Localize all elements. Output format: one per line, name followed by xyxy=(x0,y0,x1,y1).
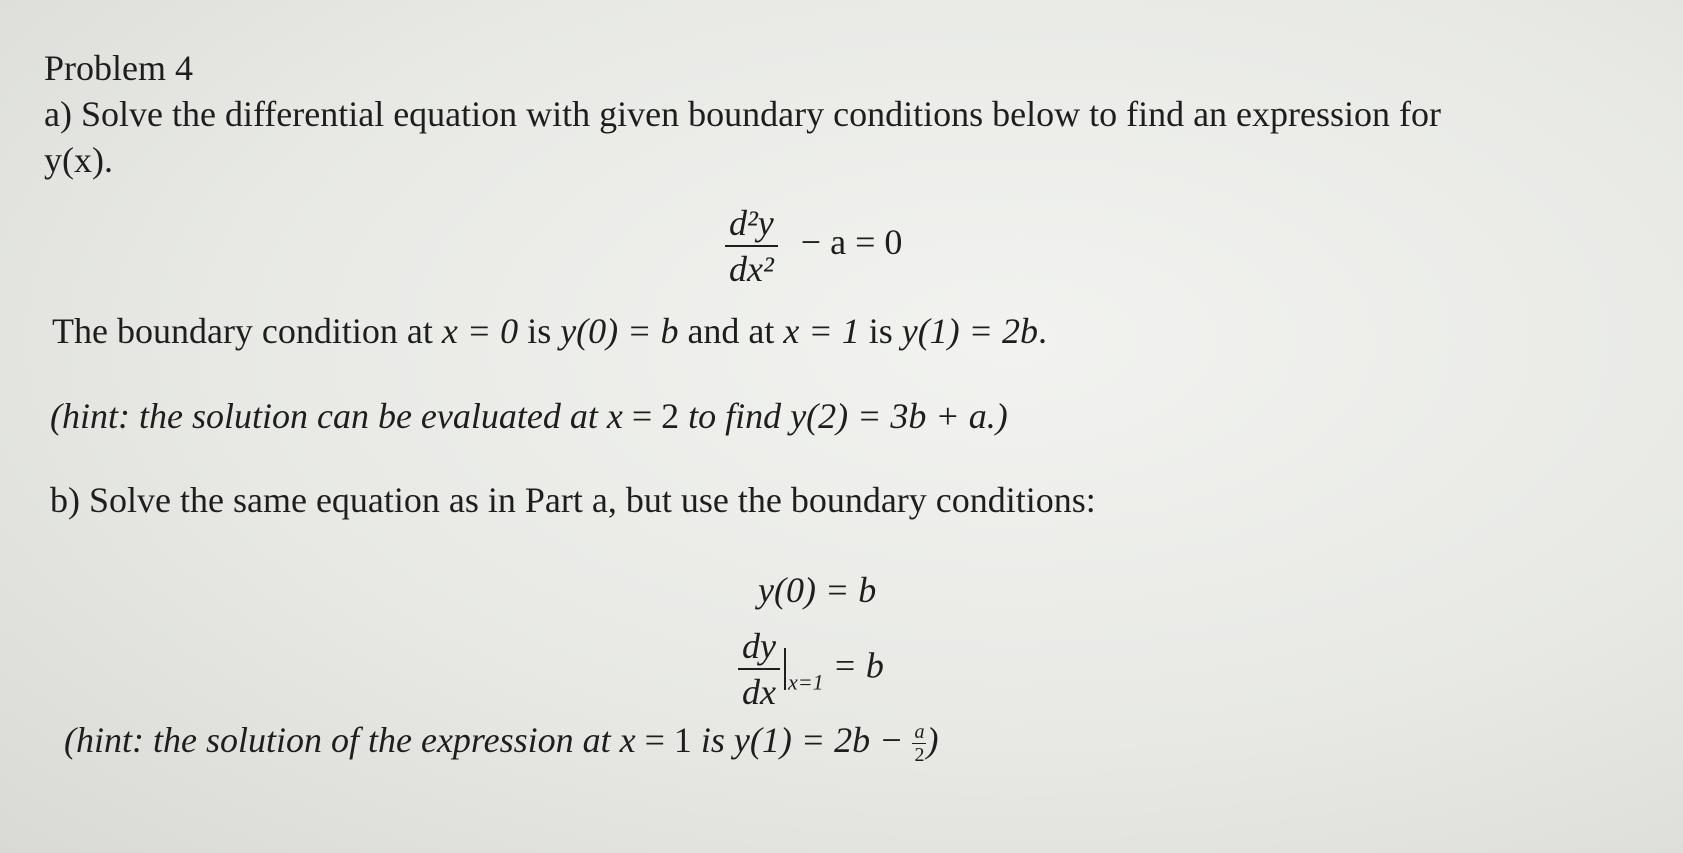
text-segment: The boundary condition at xyxy=(52,311,442,351)
condition-y0: y(0) = b xyxy=(758,570,877,610)
condition-rest: = b xyxy=(823,645,884,686)
hint-part-b xyxy=(64,722,938,765)
evaluation-subscript: x=1 xyxy=(787,669,824,695)
math-segment: = 2 xyxy=(622,396,680,436)
fraction-numerator: d²y xyxy=(725,205,778,247)
text-segment: is xyxy=(859,311,902,351)
text-segment: is xyxy=(518,311,561,351)
boundary-conditions-a xyxy=(52,313,1047,349)
math-segment: y(1) = 2b xyxy=(901,311,1038,351)
math-segment: = 1 xyxy=(635,720,692,760)
fraction-denominator: dx xyxy=(742,672,776,712)
problem-title: Problem 4 xyxy=(44,48,193,88)
part-b-intro: b) Solve the same equation as in Part a, but use the boundary conditions: xyxy=(50,480,1096,520)
text-segment: (hint: the solution can be evaluated at xyxy=(50,396,607,436)
fraction-denominator: 2 xyxy=(914,744,925,767)
math-segment: y(2) = 3b + a xyxy=(790,396,987,436)
math-segment: y(1) = 2b − xyxy=(733,720,913,760)
evaluation-bar xyxy=(784,648,786,690)
condition-derivative xyxy=(738,628,884,710)
part-a-intro: a) Solve the differential equation with given boundary conditions below to find an expression for xyxy=(44,94,1442,134)
a-over-2-fraction xyxy=(912,722,926,765)
text-segment: .) xyxy=(986,396,1008,436)
text-segment: . xyxy=(1037,311,1047,351)
math-segment: x xyxy=(606,396,623,436)
part-a-intro-continued: y(x). xyxy=(44,140,113,180)
fraction-numerator: dy xyxy=(738,628,780,670)
math-segment: x = 0 xyxy=(441,311,519,351)
math-segment: x = 1 xyxy=(783,311,860,351)
first-derivative-fraction xyxy=(738,628,780,710)
text-segment: is xyxy=(691,720,734,760)
second-derivative-fraction xyxy=(725,205,778,287)
math-segment: y(0) = b xyxy=(560,311,679,351)
text-segment: and at xyxy=(678,311,784,351)
hint-part-a xyxy=(50,398,1008,434)
equation-rest: − a = 0 xyxy=(800,222,903,263)
math-segment: x xyxy=(619,720,636,760)
text-segment: ) xyxy=(926,720,939,760)
fraction-denominator: dx² xyxy=(729,249,774,289)
text-segment: (hint: the solution of the expression at xyxy=(64,720,620,760)
differential-equation xyxy=(725,205,902,287)
text-segment: to find xyxy=(679,396,791,436)
fraction-numerator: a xyxy=(914,721,925,744)
